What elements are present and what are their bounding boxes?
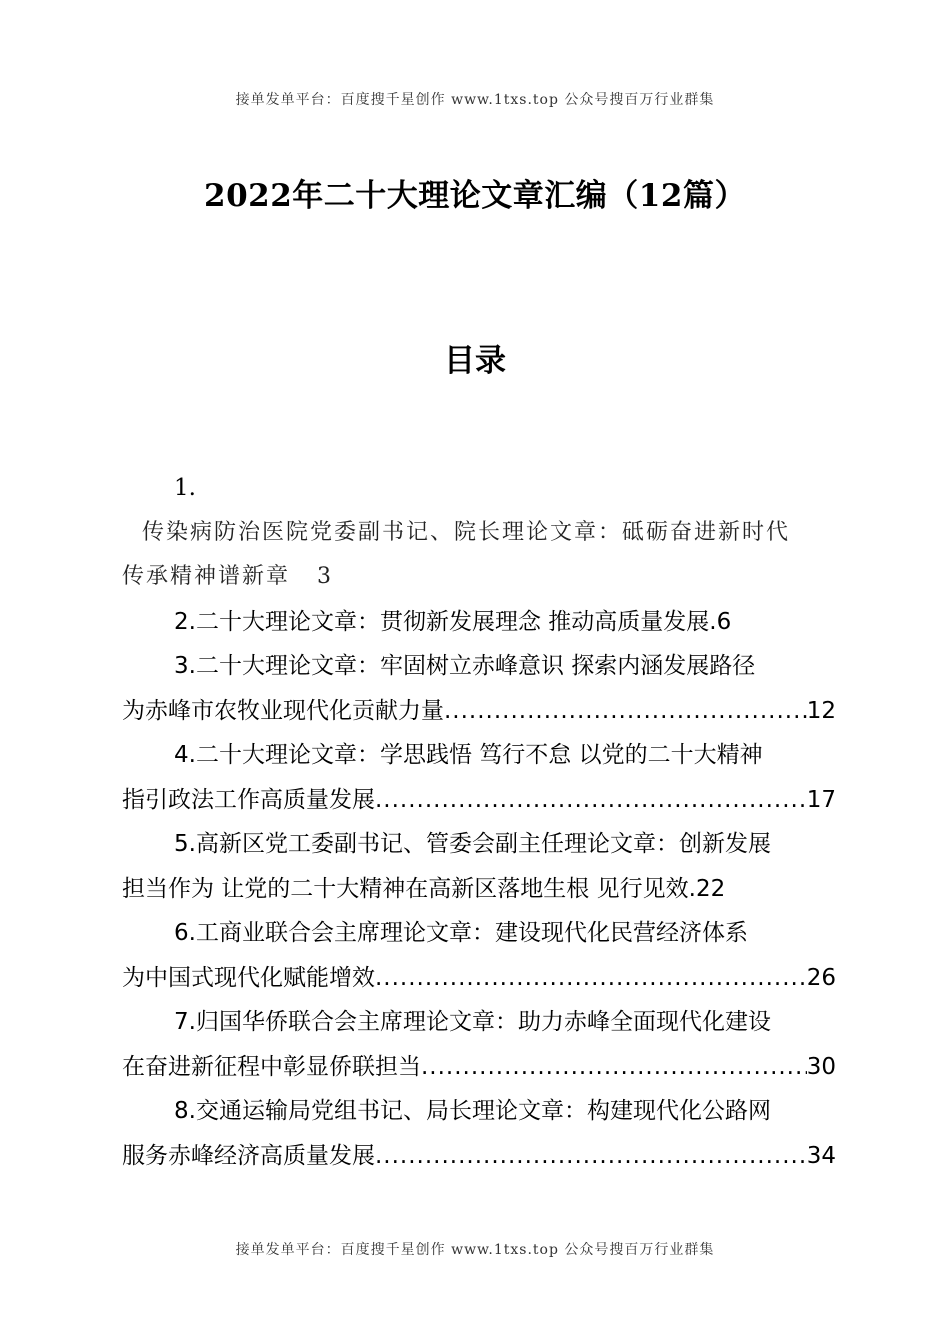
toc-item-7-title-line2: 在奋进新征程中彰显侨联担当 bbox=[122, 1053, 421, 1080]
toc-item-4-title-line2: 指引政法工作高质量发展 bbox=[122, 786, 375, 813]
toc-item-1-page: 3 bbox=[317, 564, 333, 589]
toc-item-4-cont[interactable] bbox=[122, 778, 836, 823]
toc-leader-dots bbox=[375, 778, 807, 823]
toc-item-2-title: 2.二十大理论文章：贯彻新发展理念 推动高质量发展. bbox=[174, 608, 717, 635]
toc-item-1-title-cont[interactable] bbox=[122, 555, 836, 600]
toc-item-1-number: 1. bbox=[174, 475, 196, 501]
toc-item-3-title[interactable]: 3.二十大理论文章：牢固树立赤峰意识 探索内涵发展路径 bbox=[174, 653, 756, 679]
toc-item-6-title[interactable]: 6.工商业联合会主席理论文章：建设现代化民营经济体系 bbox=[174, 920, 748, 946]
toc-item-8-cont[interactable] bbox=[122, 1134, 836, 1179]
page-header-watermark: 接单发单平台：百度搜千星创作 www.1txs.top 公众号搜百万行业群集 bbox=[235, 92, 715, 108]
toc-item-4-title[interactable]: 4.二十大理论文章：学思践悟 笃行不怠 以党的二十大精神 bbox=[174, 742, 763, 768]
toc-item-3-title-line2: 为赤峰市农牧业现代化贡献力量 bbox=[122, 697, 444, 724]
toc-leader-dots bbox=[444, 689, 807, 734]
toc-leader-dots bbox=[375, 956, 807, 1001]
toc-item-1-title-line2: 传承精神谱新章 bbox=[122, 564, 291, 589]
toc-item-2-page: 6 bbox=[716, 608, 732, 635]
toc-item-8-title[interactable]: 8.交通运输局党组书记、局长理论文章：构建现代化公路网 bbox=[174, 1098, 771, 1124]
toc-item-5-title-line2: 担当作为 让党的二十大精神在高新区落地生根 见行见效. bbox=[122, 875, 696, 902]
toc-item-6-page: 26 bbox=[806, 964, 836, 991]
toc-item-5-cont[interactable] bbox=[122, 867, 836, 912]
page-footer-watermark: 接单发单平台：百度搜千星创作 www.1txs.top 公众号搜百万行业群集 bbox=[235, 1242, 715, 1258]
toc-item-8-title-line2: 服务赤峰经济高质量发展 bbox=[122, 1142, 375, 1169]
toc-leader-dots bbox=[421, 1045, 807, 1090]
toc-item-8-page: 34 bbox=[806, 1142, 836, 1169]
toc-item-7-title[interactable]: 7.归国华侨联合会主席理论文章：助力赤峰全面现代化建设 bbox=[174, 1009, 771, 1035]
toc-item-3-cont[interactable] bbox=[122, 689, 836, 734]
toc-item-5-page: 22 bbox=[695, 875, 726, 902]
toc-item-5-title[interactable]: 5.高新区党工委副书记、管委会副主任理论文章：创新发展 bbox=[174, 831, 771, 857]
toc-item-4-page: 17 bbox=[806, 786, 836, 813]
toc-item-1-title[interactable]: 传染病防治医院党委副书记、院长理论文章：砥砺奋进新时代 bbox=[142, 519, 791, 545]
toc-heading: 目录 bbox=[444, 343, 506, 379]
toc-item-2[interactable] bbox=[122, 600, 836, 645]
toc-item-6-title-line2: 为中国式现代化赋能增效 bbox=[122, 964, 375, 991]
document-title: 2022年二十大理论文章汇编（12篇） bbox=[204, 178, 746, 214]
table-of-contents bbox=[122, 466, 836, 1178]
toc-item-6-cont[interactable] bbox=[122, 956, 836, 1001]
toc-leader-dots bbox=[375, 1134, 807, 1179]
toc-item-3-page: 12 bbox=[806, 697, 836, 724]
toc-item-7-cont[interactable] bbox=[122, 1045, 836, 1090]
toc-item-7-page: 30 bbox=[806, 1053, 836, 1080]
